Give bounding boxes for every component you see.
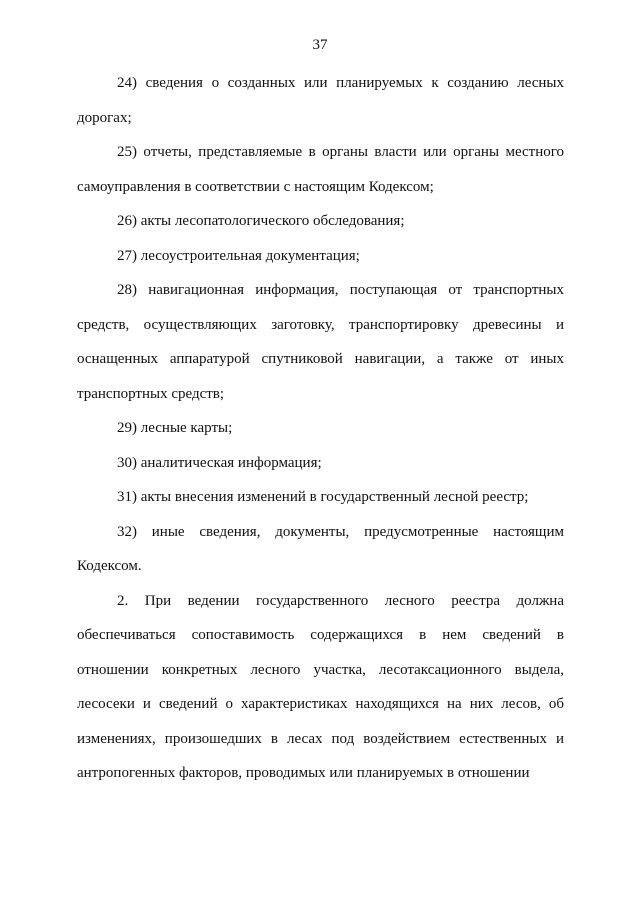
list-item-24: 24) сведения о созданных или планируемых к созданию лесных дорогах;: [77, 75, 564, 126]
section-paragraph-2: 2. При ведении государственного лесного реестра должна обеспечиваться сопоставимость содержащихся в нем сведений в отношении конкретных лесного участка, лесотаксационного выдела, лесосеки и сведений о характеристиках находящихся на них лесов, об изменениях, произошедших в лесах под воздействием естественных и антропогенных факторов, проводимых или планируемых в отношении: [77, 592, 564, 781]
page-number: 37: [312, 37, 328, 53]
list-item-32: 32) иные сведения, документы, предусмотренные настоящим Кодексом.: [77, 523, 564, 574]
list-item-29: 29) лесные карты;: [117, 420, 233, 436]
list-item-25: 25) отчеты, представляемые в органы власти или органы местного самоуправления в соответствии с настоящим Кодексом;: [77, 144, 564, 195]
list-item-27: 27) лесоустроительная документация;: [117, 247, 360, 264]
list-item-26: 26) акты лесопатологического обследования;: [117, 213, 405, 229]
list-item-30: 30) аналитическая информация;: [117, 454, 322, 471]
list-item-31: 31) акты внесения изменений в государственный лесной реестр;: [117, 489, 529, 505]
body-text: [77, 66, 564, 791]
list-item-28: 28) навигационная информация, поступающая от транспортных средств, осуществляющих заготовку, транспортировку древесины и оснащенных аппаратурой спутниковой навигации, а также от иных транспортных средств;: [77, 282, 564, 402]
